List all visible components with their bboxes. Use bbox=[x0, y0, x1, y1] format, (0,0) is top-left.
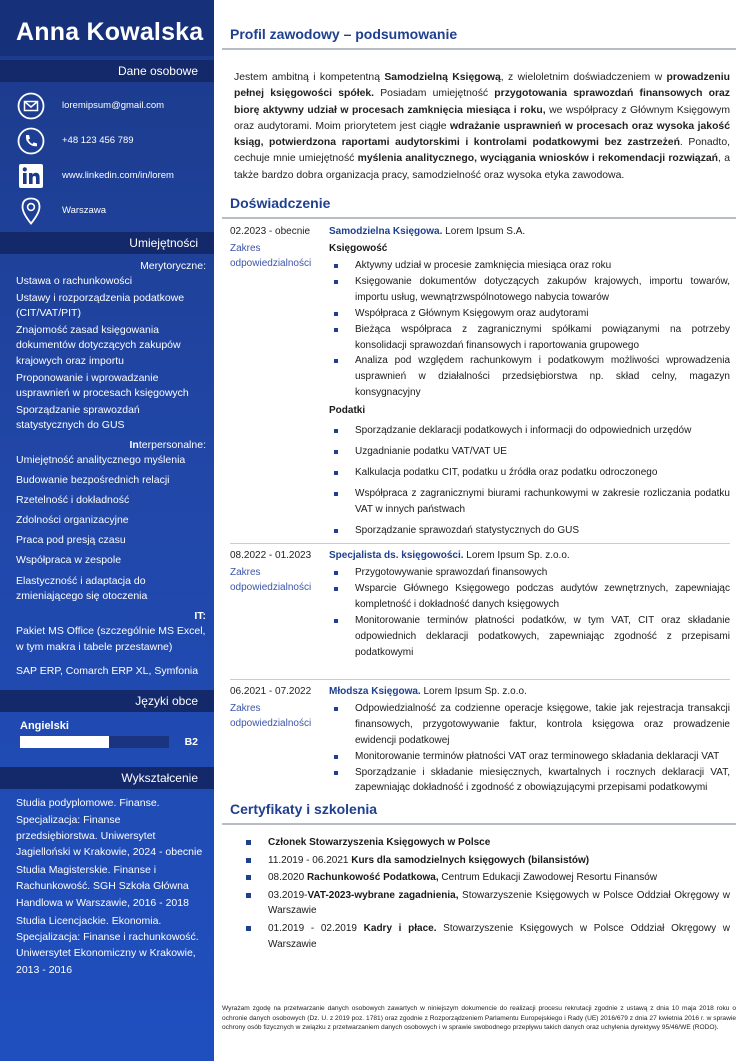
contact-location bbox=[16, 193, 214, 228]
skill-item: Ustawy i rozporządzenia podatkowe (CIT/VAT/PIT) bbox=[16, 291, 185, 320]
text-segment: 08.2020 bbox=[268, 872, 307, 884]
responsibility-item: Przygotowywanie sprawozdań finansowych bbox=[329, 565, 730, 581]
skill-item: Praca pod presją czasu bbox=[16, 534, 126, 547]
email-icon bbox=[16, 91, 46, 121]
responsibility-item: Współpraca z Głównym Księgowym oraz audytorami bbox=[329, 306, 730, 322]
summary-title: Profil zawodowy – podsumowanie bbox=[222, 26, 736, 50]
text-bold: prowadzeniu pełnej księgowości spółek. bbox=[234, 72, 731, 100]
job-divider bbox=[230, 543, 730, 544]
responsibility-item: Uzgadnianie podatku VAT/VAT UE bbox=[329, 444, 730, 460]
text-segment: Stowarzyszenie Księgowych w Polsce Oddział Okręgowy w Warszawie bbox=[268, 889, 731, 917]
responsibility-item: Kalkulacja podatku CIT, podatku u źródła oraz podatku odroczonego bbox=[329, 465, 730, 481]
text-bold: Samodzielną Księgową bbox=[384, 72, 501, 83]
text-bold: VAT-2023-wybrane zagadnienia, bbox=[307, 889, 459, 901]
skill-item: Ustawa o rachunkowości bbox=[16, 275, 133, 287]
text-bold: Kurs dla samodzielnych księgowych (bilansistów) bbox=[351, 854, 590, 866]
education-header: Wykształcenie bbox=[0, 767, 214, 789]
education-item: Studia podyplomowe. Finanse. Specjalizacja: Finanse przedsiębiorstwa. Uniwersytet Jagielloński w Krakowie, 2024 - obecnie bbox=[16, 797, 203, 859]
job-date: 02.2023 - obecnie bbox=[230, 226, 311, 238]
cert-item bbox=[246, 888, 730, 920]
location-text: Warszawa bbox=[62, 205, 106, 216]
skill-item: Elastyczność i adaptacja do zmieniającego się otoczenia bbox=[16, 574, 148, 603]
skill-item: Współpraca w zespole bbox=[16, 554, 122, 567]
it-label: IT: bbox=[194, 610, 206, 623]
interpersonal-label-rest: terpersonalne: bbox=[138, 438, 206, 451]
education-item: Studia Magisterskie. Finanse i Rachunkowość. SGH Szkoła Główna Handlowa w Warszawie, 2016 - 2018 bbox=[16, 864, 189, 909]
scope-label: Zakres odpowiedzialności bbox=[230, 243, 312, 270]
merit-label: Merytoryczne: bbox=[140, 260, 206, 272]
job-entry bbox=[222, 550, 736, 679]
text-segment: 11.2019 - 06.2021 bbox=[268, 854, 352, 866]
responsibility-item: Sporządzanie sprawozdań statystycznych do GUS bbox=[329, 523, 730, 539]
job-company: Lorem Ipsum S.A. bbox=[442, 226, 526, 238]
education-item: Studia Licencjackie. Ekonomia. Specjalizacja: Finanse i rachunkowość. Uniwersytet Ekonomiczny w Krakowie, 2013 - 2016 bbox=[16, 914, 199, 976]
text-segment: Stowarzyszenie Księgowych w Polsce Oddział Okręgowy w Warszawie bbox=[268, 922, 730, 950]
job-title bbox=[329, 226, 525, 237]
job-divider bbox=[230, 679, 730, 680]
job-date: 08.2022 - 01.2023 bbox=[230, 550, 312, 562]
text-bold: myślenia analitycznego, wyciągania wniosków i rekomendacji rozwiązań bbox=[357, 153, 719, 165]
job-position: Młodsza Księgowa. bbox=[329, 685, 421, 697]
job-header bbox=[230, 686, 730, 697]
cert-item bbox=[246, 870, 730, 886]
interpersonal-skill-list bbox=[0, 453, 214, 605]
location-icon bbox=[16, 196, 46, 226]
contact-email[interactable] bbox=[16, 88, 214, 123]
job-date: 06.2021 - 07.2022 bbox=[230, 685, 312, 697]
certs-list bbox=[222, 825, 736, 952]
responsibility-item: Sporządzanie i składanie miesięcznych, kwartalnych i rocznych deklaracji VAT, zapewniając dokładność i zgodność z obowiązującymi przepisami podatkowymi bbox=[329, 765, 730, 797]
skill-item: Pakiet MS Office (szczególnie MS Excel, w tym makra i tabele przestawne) bbox=[16, 625, 206, 653]
responsibility-list bbox=[329, 701, 730, 796]
contact-phone[interactable] bbox=[16, 123, 214, 158]
experience-title: Doświadczenie bbox=[222, 195, 736, 219]
responsibility-list bbox=[329, 258, 730, 401]
cert-item bbox=[246, 921, 730, 953]
gdpr-consent: Wyrażam zgodę na przetwarzanie danych osobowych zawartych w niniejszym dokumencie do realizacji procesu rekrutacji zgodnie z ustawą z dnia 10 maja 2018 roku o ochronie danych osobowych (Dz. U. z 2019 poz. 1781) oraz zgodnie z Rozporządzeniem Parlamentu Europejskiego i Rady (UE) 2016/679 z dnia 27 kwietnia 2016 r. w sprawie ochrony osób fizycznych w związku z przetwarzaniem danych osobowych i w sprawie swobodnego przepływu takich danych oraz uchylenia dyrektywy 95/46/WE (RODO). bbox=[222, 1005, 736, 1032]
job-entry bbox=[222, 686, 736, 796]
phone-icon bbox=[16, 126, 46, 156]
responsibility-group: Księgowość bbox=[329, 243, 388, 255]
job-company: Lorem Ipsum Sp. z.o.o. bbox=[463, 550, 570, 562]
text-bold: Rachunkowość Podatkowa, bbox=[306, 872, 439, 884]
language-level-rest bbox=[109, 736, 168, 748]
job-header bbox=[230, 226, 730, 237]
personal-data-header: Dane osobowe bbox=[0, 60, 214, 82]
cert-item bbox=[246, 835, 730, 851]
responsibility-item: Monitorowanie terminów płatności podatków, w tym VAT, CIT oraz składanie odpowiednich deklaracji podatkowych, zapewniając zgodność z przepisami podatkowymi bbox=[329, 613, 730, 661]
skill-item: Zdolności organizacyjne bbox=[16, 514, 129, 527]
text-bold: Kadry i płace. bbox=[363, 922, 437, 934]
responsibility-item: Wsparcie Głównego Księgowego podczas audytów zewnętrznych, zapewniając kompletność i dokładność danych księgowych bbox=[329, 581, 730, 613]
linkedin-text: www.linkedin.com/in/lorem bbox=[62, 170, 174, 181]
responsibility-item: Sporządzanie deklaracji podatkowych i informacji do odpowiednich urzędów bbox=[329, 423, 730, 439]
scope-label: Zakres odpowiedzialności bbox=[230, 702, 312, 729]
language-level-bar bbox=[20, 736, 198, 748]
phone-text: +48 123 456 789 bbox=[62, 135, 134, 146]
responsibility-group: Podatki bbox=[329, 405, 366, 417]
contact-list bbox=[0, 82, 214, 230]
text-segment: we współpracy z Głównym Księgowym oraz audytorami. Moim priorytetem jest ciągłe bbox=[234, 104, 730, 132]
summary-text bbox=[222, 62, 736, 184]
skill-item: Sporządzanie sprawozdań statystycznych do GUS bbox=[16, 403, 140, 432]
scope-label: Zakres odpowiedzialności bbox=[230, 567, 312, 594]
text-segment: , a także bardzo dobra organizacja pracy, samodzielność oraz wysoka etyka zawodowa. bbox=[234, 153, 730, 181]
it-skill-list bbox=[0, 624, 214, 680]
responsibility-item: Bieżąca współpraca z zagranicznymi spółkami powiązanymi na potrzeby konsolidacji sprawozdań finansowych i raportowania grupowego bbox=[329, 322, 730, 354]
language-entry bbox=[0, 712, 214, 748]
contact-linkedin[interactable] bbox=[16, 158, 214, 193]
job-position: Samodzielna Księgowa. bbox=[329, 226, 443, 238]
education-list bbox=[0, 789, 214, 977]
text-bold: Członek Stowarzyszenia Księgowych w Polsce bbox=[268, 837, 491, 849]
experience-list bbox=[222, 226, 736, 796]
text-segment: 01.2019 - 02.2019 bbox=[268, 922, 364, 934]
linkedin-icon bbox=[16, 161, 46, 191]
text-segment: 03.2019- bbox=[268, 889, 308, 901]
job-responsibilities bbox=[329, 565, 730, 660]
job-title bbox=[329, 686, 527, 697]
text-segment: . Ponadto, cechuje mnie umiejętność bbox=[234, 137, 730, 165]
sidebar bbox=[0, 0, 214, 1061]
languages-header: Języki obce bbox=[0, 690, 214, 712]
job-responsibilities bbox=[329, 241, 730, 538]
language-name: Angielski bbox=[20, 720, 69, 733]
text-segment: Jestem ambitną i kompetentną bbox=[234, 72, 385, 83]
skills-header: Umiejętności bbox=[0, 232, 214, 254]
text-bold: przygotowania sprawozdań finansowych oraz biorę aktywny udział w procesach zamknięcia miesiąca i roku, bbox=[234, 88, 730, 116]
text-segment: Centrum Edukacji Zawodowej Resortu Finansów bbox=[438, 872, 658, 884]
skill-item: Znajomość zasad księgowania dokumentów dotyczących zakupów krajowych oraz importu bbox=[16, 323, 181, 367]
skill-item: Budowanie bezpośrednich relacji bbox=[16, 474, 170, 487]
cert-item bbox=[246, 853, 730, 869]
text-segment: , z wieloletnim doświadczeniem w bbox=[500, 72, 667, 83]
job-position: Specjalista ds. księgowości. bbox=[329, 550, 464, 562]
text-segment: Posiadam umiejętność bbox=[374, 88, 495, 100]
skill-item: Umiejętność analitycznego myślenia bbox=[16, 453, 186, 466]
responsibility-item: Monitorowanie terminów płatności VAT oraz terminowego składania deklaracji VAT bbox=[329, 749, 730, 765]
merit-skill-list bbox=[0, 274, 214, 434]
skill-item: SAP ERP, Comarch ERP XL, Symfonia bbox=[16, 665, 199, 678]
email-text: loremipsum@gmail.com bbox=[62, 100, 165, 111]
certs-title: Certyfikaty i szkolenia bbox=[222, 801, 736, 825]
responsibility-list bbox=[329, 565, 730, 660]
responsibility-item: Odpowiedzialność za codzienne operacje księgowe, takie jak rejestracja transakcji finansowych, przygotowywanie faktur, kontrola księgowa oraz prowadzenie ewidencji podatkowej bbox=[329, 701, 730, 749]
main-content bbox=[222, 0, 736, 954]
responsibility-item: Księgowanie dokumentów dotyczących zakupów krajowych, importu towarów, importu usług, wewnątrzwspólnotowego nabycia towarów bbox=[329, 274, 730, 306]
skill-item: Rzetelność i dokładność bbox=[16, 494, 130, 507]
candidate-name: Anna Kowalska bbox=[0, 0, 214, 56]
job-responsibilities bbox=[329, 701, 730, 796]
language-level: B2 bbox=[184, 736, 198, 749]
responsibility-list bbox=[329, 423, 730, 538]
job-entry bbox=[222, 226, 736, 544]
skill-item: Proponowanie i wprowadzanie usprawnień w procesach księgowych bbox=[16, 371, 189, 400]
interpersonal-label-bold: In bbox=[129, 438, 139, 451]
job-header bbox=[230, 550, 730, 561]
interpersonal-label bbox=[0, 438, 214, 453]
responsibility-item: Analiza pod względem rachunkowym i podatkowym możliwości wprowadzenia usprawnień w działalności przedsiębiorstwa np. skład celny, magazyn konsygnacyjny bbox=[329, 353, 730, 401]
job-company: Lorem Ipsum Sp. z.o.o. bbox=[420, 685, 527, 697]
job-title bbox=[329, 550, 570, 561]
responsibility-item: Aktywny udział w procesie zamknięcia miesiąca oraz roku bbox=[329, 258, 730, 274]
language-level-fill bbox=[20, 736, 109, 748]
responsibility-item: Współpraca z zagranicznymi biurami rachunkowymi w zakresie rozliczania podatku VAT w innych państwach bbox=[329, 486, 730, 518]
text-bold: wdrażanie usprawnień w procesach oraz wysoka jakość ksiąg, potwierdzona raportami audytorskimi i kontrolami podatkowymi bez zastrzeżeń bbox=[234, 120, 730, 149]
